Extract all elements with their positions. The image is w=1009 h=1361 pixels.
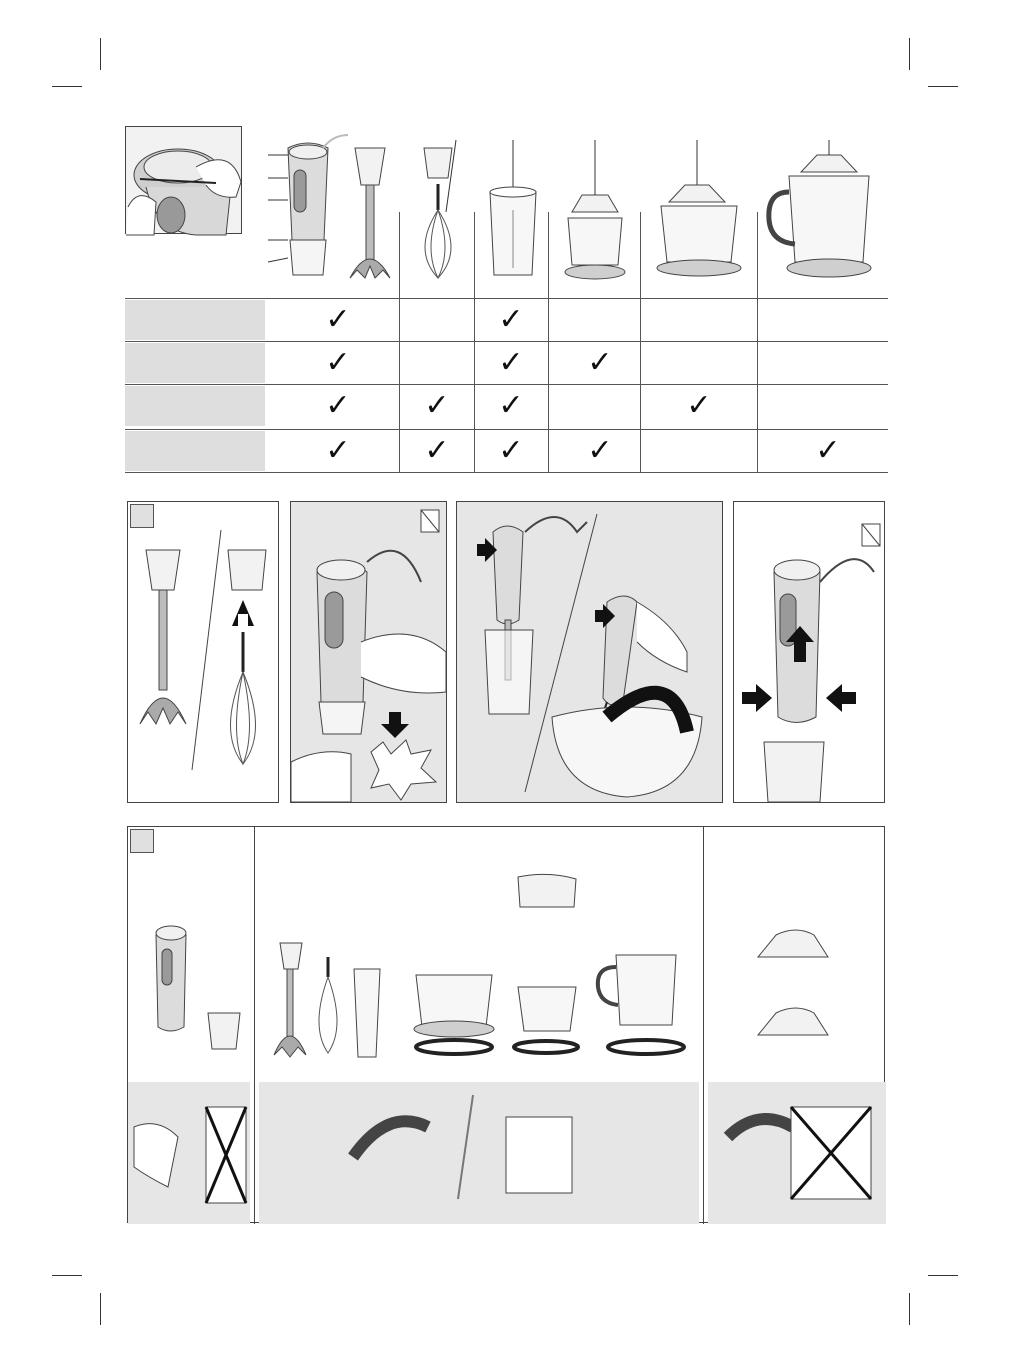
whisk-icon — [412, 140, 462, 290]
check-mark: ✓ — [587, 345, 613, 380]
food-processor-jug-icon — [765, 140, 885, 282]
check-mark: ✓ — [498, 433, 524, 468]
beaker-icon — [488, 140, 538, 280]
check-mark: ✓ — [325, 433, 351, 468]
check-mark: ✓ — [424, 388, 450, 423]
crop-mark — [928, 1275, 958, 1276]
shaft-and-whisk-illustration — [128, 502, 280, 804]
small-chopper-icon — [560, 140, 630, 285]
detach-motor-illustration — [734, 502, 886, 804]
check-mark: ✓ — [815, 433, 841, 468]
table-divider — [125, 341, 888, 342]
check-mark: ✓ — [498, 388, 524, 423]
check-mark: ✓ — [498, 345, 524, 380]
detach-motor-panel — [733, 501, 885, 803]
cleaning-section — [127, 826, 885, 1223]
check-mark: ✓ — [587, 433, 613, 468]
crop-mark — [909, 1293, 910, 1325]
hand-blender-icon — [268, 140, 338, 290]
attach-shaft-panel — [127, 501, 279, 803]
table-row-label-band — [125, 343, 265, 383]
cleaning-illustrations — [128, 827, 886, 1224]
table-divider — [125, 298, 888, 299]
table-row-label-band — [125, 386, 265, 426]
large-chopper-icon — [655, 140, 745, 280]
crop-mark — [909, 38, 910, 70]
table-column-divider — [548, 212, 549, 472]
speed-dial-detail-image — [125, 126, 242, 234]
crop-mark — [100, 1293, 101, 1325]
table-column-divider — [640, 212, 641, 472]
table-divider — [125, 472, 888, 473]
crop-mark — [52, 1275, 82, 1276]
table-row-label-band — [125, 300, 265, 340]
check-mark: ✓ — [498, 302, 524, 337]
table-divider — [125, 429, 888, 430]
table-column-divider — [474, 212, 475, 472]
crop-mark — [928, 86, 958, 87]
attach-motor-illustration — [291, 502, 448, 804]
blend-and-whisk-panel — [456, 501, 723, 803]
check-mark: ✓ — [325, 345, 351, 380]
crop-mark — [52, 86, 82, 87]
blender-shaft-icon — [345, 140, 395, 290]
table-column-divider — [757, 212, 758, 472]
check-mark: ✓ — [325, 388, 351, 423]
crop-mark — [100, 38, 101, 70]
blend-whisk-illustration — [457, 502, 724, 804]
check-mark: ✓ — [325, 302, 351, 337]
table-row-label-band — [125, 431, 265, 471]
attach-motor-panel — [290, 501, 447, 803]
check-mark: ✓ — [424, 433, 450, 468]
table-divider — [125, 384, 888, 385]
check-mark: ✓ — [686, 388, 712, 423]
speed-dial-illustration — [126, 127, 243, 235]
table-column-divider — [399, 212, 400, 472]
